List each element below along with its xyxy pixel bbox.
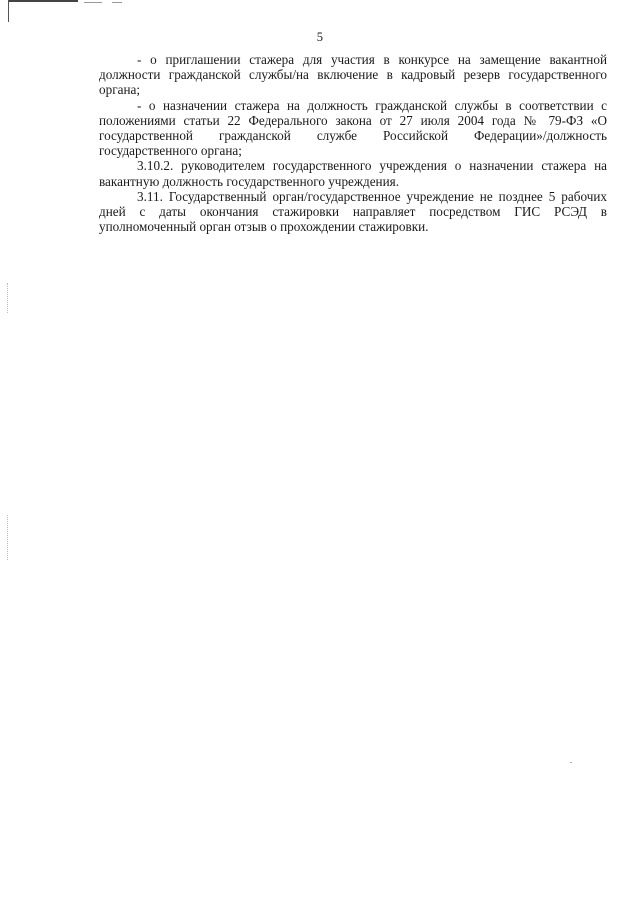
page-number: 5 <box>316 30 324 44</box>
scan-artifact-dots <box>7 283 9 313</box>
document-body <box>99 52 607 234</box>
scan-artifact-dash <box>84 2 102 3</box>
scan-artifact-dots <box>7 515 9 560</box>
paragraph-appointment: - о назначении стажера на должность гражданской службы в соответствии с положениями статьи 22 Федерального закона от 27 июля 2004 года № 79-ФЗ «О государственной гражданской службе Российской Федерации»/должность государственного органа; <box>99 97 607 159</box>
scan-artifact-edge <box>8 0 9 22</box>
scan-artifact-dash <box>112 2 122 3</box>
paragraph-clause-3-11: 3.11. Государственный орган/государственное учреждение не позднее 5 рабочих дней с даты окончания стажировки направляет посредством ГИС РСЭД в уполномоченный орган отзыв о прохождении стажировки. <box>99 188 607 235</box>
scan-artifact-corner <box>8 0 78 2</box>
scan-artifact-speck <box>570 762 572 763</box>
paragraph-invitation: - о приглашении стажера для участия в конкурсе на замещение вакантной должности гражданской службы/на включение в кадровый резерв государственного органа; <box>99 52 607 98</box>
paragraph-clause-3-10-2: 3.10.2. руководителем государственного учреждения о назначении стажера на вакантную должность государственного учреждения. <box>99 158 607 189</box>
